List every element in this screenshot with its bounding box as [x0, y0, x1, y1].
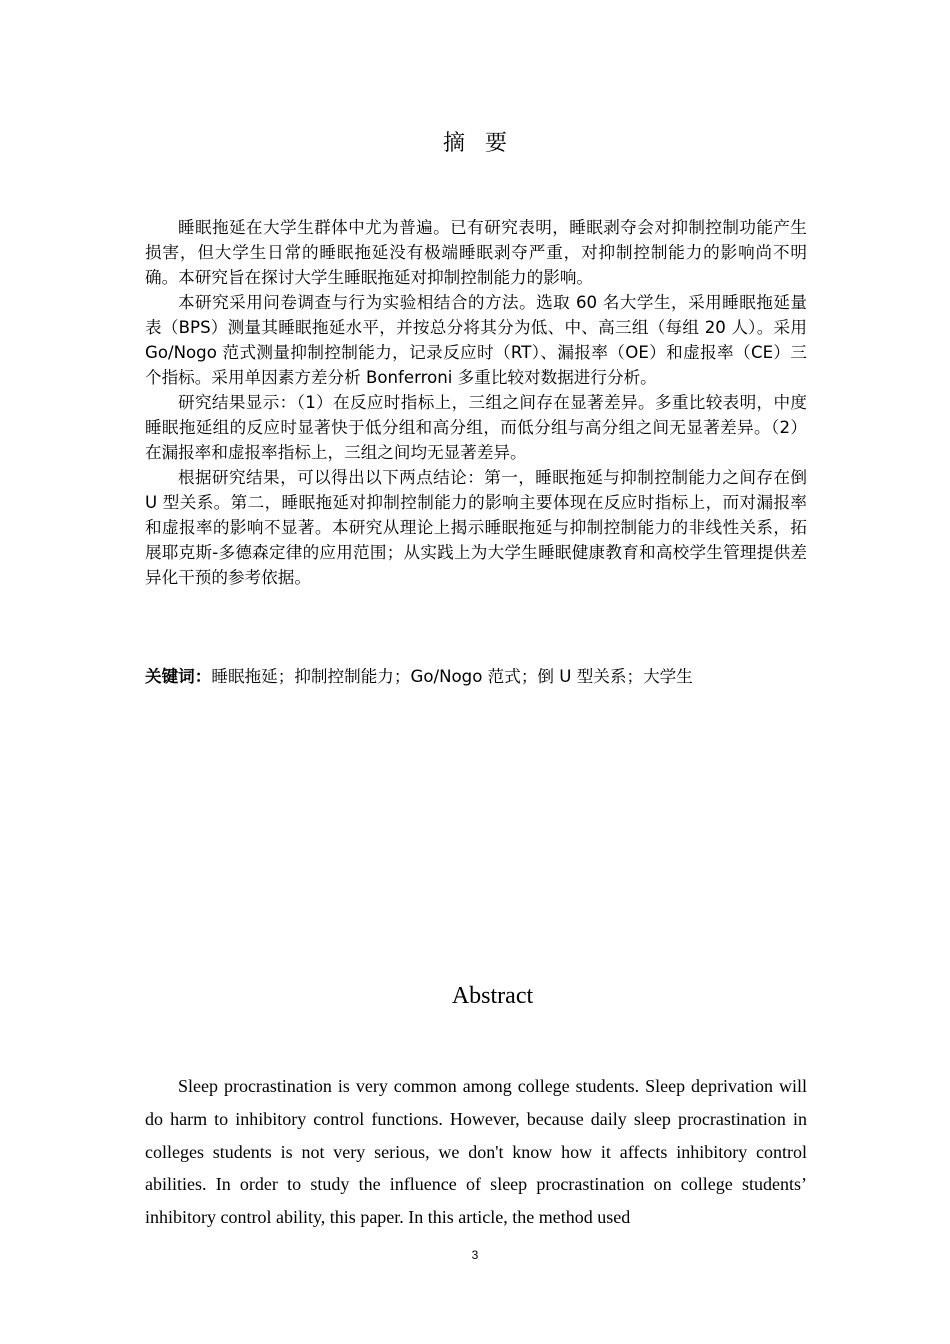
keywords-label: 关键词： — [145, 667, 212, 686]
chinese-paragraph-4: 根据研究结果，可以得出以下两点结论：第一，睡眠拖延与抑制控制能力之间存在倒 U 型关系。第二，睡眠拖延对抑制控制能力的影响主要体现在反应时指标上，而对漏报率和虚报率的影响不显著。本研究从理论上揭示睡眠拖延与抑制控制能力的非线性关系，拓展耶克斯-多德森定律的应用范围；从实践上为大学生睡眠健康教育和高校学生管理提供差异化干预的参考依据。 — [145, 468, 807, 587]
english-abstract-title: Abstract — [451, 983, 534, 1009]
chinese-abstract-body — [145, 215, 807, 590]
english-paragraph-1: Sleep procrastination is very common among college students. Sleep deprivation will do harm to inhibitory control functions. However, because daily sleep procrastination in colleges students is not very serious, we don't know how it affects inhibitory control abilities. In order to study the influence of sleep procrastination on college students’ inhibitory control ability, this paper. In this article, the method used — [145, 1076, 807, 1228]
chinese-paragraph-2: 本研究采用问卷调查与行为实验相结合的方法。选取 60 名大学生，采用睡眠拖延量表（BPS）测量其睡眠拖延水平，并按总分将其分为低、中、高三组（每组 20 人）。采用 Go/Nogo 范式测量抑制控制能力，记录反应时（RT）、漏报率（OE）和虚报率（CE）三个指标。采用单因素方差分析 Bonferroni 多重比较对数据进行分析。 — [145, 293, 807, 387]
keywords-line — [145, 664, 807, 689]
chinese-abstract-title: 摘要 — [442, 131, 527, 156]
english-abstract-body — [145, 1070, 807, 1234]
chinese-paragraph-3: 研究结果显示：（1）在反应时指标上，三组之间存在显著差异。多重比较表明，中度睡眠拖延组的反应时显著快于低分组和高分组，而低分组与高分组之间无显著差异。（2）在漏报率和虚报率指标上，三组之间均无显著差异。 — [145, 393, 807, 462]
chinese-paragraph-1: 睡眠拖延在大学生群体中尤为普遍。已有研究表明，睡眠剥夺会对抑制控制功能产生损害，但大学生日常的睡眠拖延没有极端睡眠剥夺严重，对抑制控制能力的影响尚不明确。本研究旨在探讨大学生睡眠拖延对抑制控制能力的影响。 — [145, 218, 807, 287]
page-number: 3 — [471, 1248, 479, 1262]
keywords-text: 睡眠拖延；抑制控制能力；Go/Nogo 范式；倒 U 型关系；大学生 — [211, 667, 693, 686]
